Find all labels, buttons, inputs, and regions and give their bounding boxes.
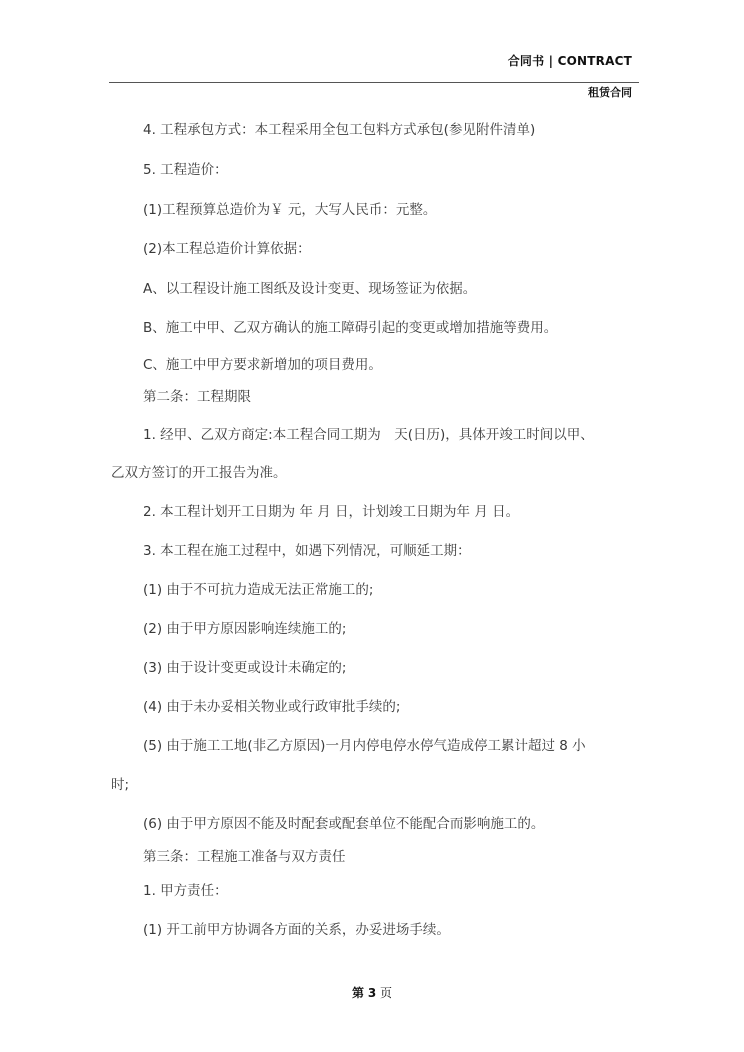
clause-line: 4. 工程承包方式：本工程采用全包工包料方式承包(参见附件清单): [143, 122, 536, 138]
clause-line: 3. 本工程在施工过程中，如遇下列情况，可顺延工期：: [143, 543, 471, 559]
clause-line: B、施工中甲、乙双方确认的施工障碍引起的变更或增加措施等费用。: [143, 320, 558, 336]
clause-line: (1) 开工前甲方协调各方面的关系，办妥进场手续。: [143, 922, 450, 938]
section-heading: 第三条：工程施工准备与双方责任: [143, 849, 346, 865]
page-number-suffix: 页: [380, 986, 393, 1000]
clause-line: 1. 经甲、乙双方商定:本工程合同工期为 天(日历)，具体开竣工时间以甲、: [143, 427, 594, 443]
clause-line: 时;: [111, 777, 130, 793]
page-number-prefix: 第: [351, 986, 364, 1000]
clause-line: (5) 由于施工工地(非乙方原因)一月内停电停水停气造成停工累计超过 8 小: [143, 738, 586, 754]
clause-line: (1) 由于不可抗力造成无法正常施工的;: [143, 582, 374, 598]
clause-line: 5. 工程造价：: [143, 162, 228, 178]
clause-line: (4) 由于未办妥相关物业或行政审批手续的;: [143, 699, 401, 715]
clause-line: (2)本工程总造价计算依据：: [143, 241, 311, 257]
clause-line: 乙双方签订的开工报告为准。: [111, 465, 287, 481]
clause-line: (2) 由于甲方原因影响连续施工的;: [143, 621, 347, 637]
clause-line: (6) 由于甲方原因不能及时配套或配套单位不能配合而影响施工的。: [143, 816, 545, 832]
section-heading: 第二条：工程期限: [143, 389, 251, 405]
header-title: 合同书 | CONTRACT: [507, 54, 632, 68]
page-number-value: 3: [367, 986, 377, 1000]
clause-line: (3) 由于设计变更或设计未确定的;: [143, 660, 347, 676]
clause-line: 1. 甲方责任：: [143, 883, 228, 899]
clause-line: A、以工程设计施工图纸及设计变更、现场签证为依据。: [143, 281, 477, 297]
page-number: [0, 984, 744, 1001]
header-subtitle: 租赁合同: [588, 86, 632, 99]
clause-line: 2. 本工程计划开工日期为 年 月 日，计划竣工日期为年 月 日。: [143, 504, 520, 520]
clause-line: (1)工程预算总造价为￥ 元，大写人民币：元整。: [143, 202, 437, 218]
clause-line: C、施工中甲方要求新增加的项目费用。: [143, 357, 382, 373]
header-divider: [109, 82, 639, 83]
